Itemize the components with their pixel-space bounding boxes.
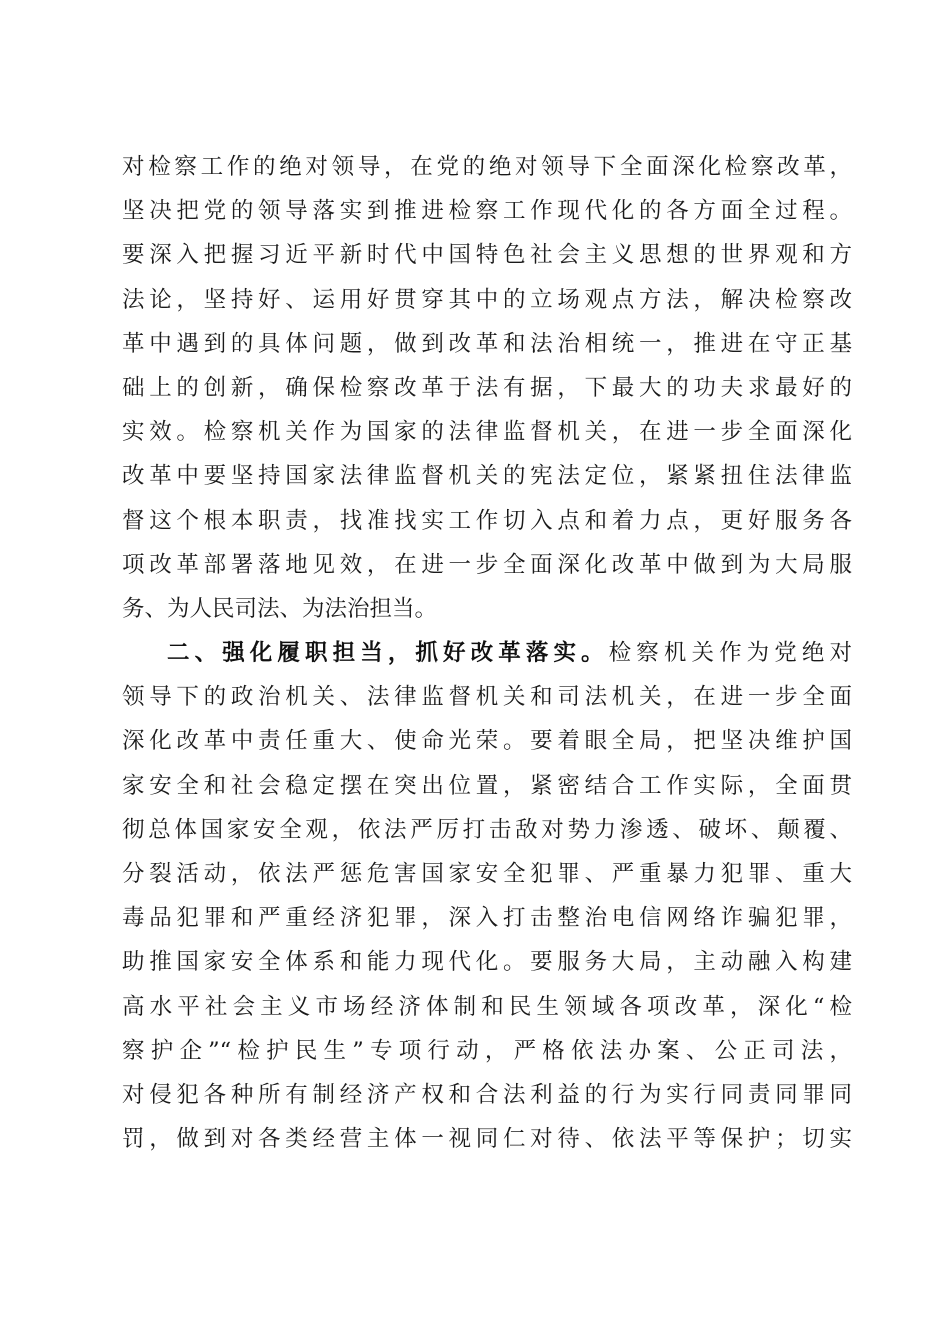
text-line: 对检察工作的绝对领导，在党的绝对领导下全面深化检察改革，: [122, 154, 852, 180]
text-line: 项改革部署落地见效，在进一步全面深化改革中做到为大局服: [122, 551, 852, 578]
text-line: 家安全和社会稳定摆在突出位置，紧密结合工作实际，全面贯: [122, 772, 852, 799]
section-first-line: [122, 631, 852, 675]
text-line: 分裂活动，依法严惩危害国家安全犯罪、严重暴力犯罪、重大: [122, 861, 852, 887]
section-heading: 二、强化履职担当，抓好改革落实。: [167, 640, 609, 667]
text-line: 革中遇到的具体问题，做到改革和法治相统一，推进在守正基: [122, 330, 852, 357]
text-line: 改革中要坚持国家法律监督机关的宪法定位，紧紧扭住法律监: [122, 463, 852, 490]
text-line: 础上的创新，确保检察改革于法有据，下最大的功夫求最好的: [122, 374, 852, 401]
text-line: 法论，坚持好、运用好贯穿其中的立场观点方法，解决检察改: [122, 286, 852, 313]
document-body: [122, 145, 852, 1161]
text-line: 罚，做到对各类经营主体一视同仁对待、依法平等保护；切实: [122, 1126, 852, 1153]
paragraph-section-two: [122, 631, 852, 1161]
text-line: 督这个根本职责，找准找实工作切入点和着力点，更好服务各: [122, 507, 852, 534]
paragraph-continued: [122, 145, 852, 631]
text-line: 高水平社会主义市场经济体制和民生领域各项改革，深化“检: [122, 993, 852, 1020]
text-line: 毒品犯罪和严重经济犯罪，深入打击整治电信网络诈骗犯罪，: [122, 905, 852, 932]
text-line: 要深入把握习近平新时代中国特色社会主义思想的世界观和方: [122, 242, 852, 269]
section-heading-rest: 检察机关作为党绝对: [608, 640, 852, 667]
text-line: 领导下的政治机关、法律监督机关和司法机关，在进一步全面: [122, 684, 852, 711]
text-line: 深化改革中责任重大、使命光荣。要着眼全局，把坚决维护国: [122, 728, 852, 755]
text-line: 坚决把党的领导落实到推进检察工作现代化的各方面全过程。: [122, 198, 852, 225]
text-line: 实效。检察机关作为国家的法律监督机关，在进一步全面深化: [122, 419, 852, 446]
text-line: 务、为人民司法、为法治担当。: [122, 595, 438, 622]
text-line: 彻总体国家安全观，依法严厉打击敌对势力渗透、破坏、颠覆、: [122, 816, 852, 843]
text-line: 助推国家安全体系和能力现代化。要服务大局，主动融入构建: [122, 949, 852, 976]
text-line: 察护企”“检护民生”专项行动，严格依法办案、公正司法，: [122, 1037, 852, 1064]
text-line: 对侵犯各种所有制经济产权和合法利益的行为实行同责同罪同: [122, 1081, 852, 1108]
